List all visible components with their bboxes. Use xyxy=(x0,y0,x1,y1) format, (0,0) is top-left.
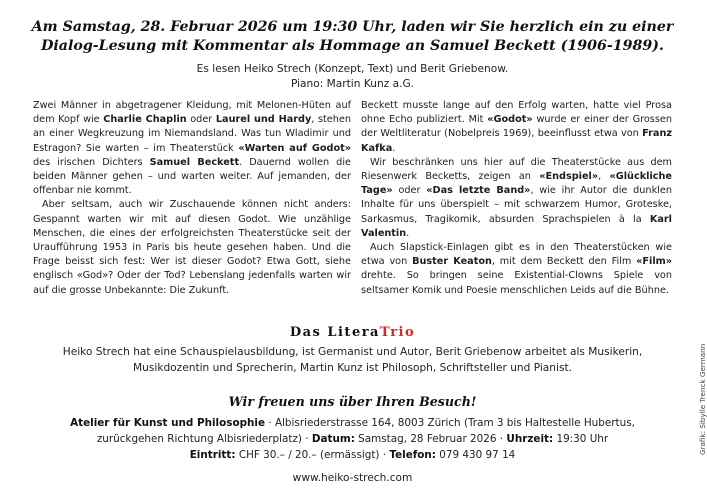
left-paragraph-2: Aber seltsam, auch wir Zuschauende können nicht anders: Gespannt warten wir mit auf diesen Godot. Wie unzählige Menschen, die eines der erfolgreichsten Theaterstücke seit der Uraufführung 1953 in Paris bis heute gesehen haben. Und die Frage beisst sich fest: Wer ist dieser Godot? Etwa Gott, siehe englisch «God»? Oder der Tod? Lebenslang jedenfalls warten wir auf die grosse Unbekannte: Die Zukunft. xyxy=(33,199,351,296)
text-span: oder xyxy=(392,185,427,197)
entry-value: CHF 30.– / 20.– (ermässigt) · xyxy=(235,448,390,461)
right-paragraph-2 xyxy=(361,156,672,241)
date-label: Datum: xyxy=(311,432,355,445)
right-paragraph-3 xyxy=(361,241,672,298)
website-link[interactable]: www.heiko-strech.com xyxy=(292,472,413,484)
left-text-column xyxy=(33,99,351,298)
text-span: Zwei Männer in abgetragener Kleidung, mit Melonen-Hüten auf dem Kopf wie xyxy=(33,100,351,126)
venue-address: · Albisriederstrasse 164, 8003 Zürich (Tram 3 bis Haltestelle Hubertus, xyxy=(265,417,635,429)
bold-title: «Warten auf Godot» xyxy=(238,142,351,154)
date-value: Samstag, 28 Februar 2026 · xyxy=(354,432,507,445)
text-span: . xyxy=(406,227,410,239)
entry-label: Eintritt: xyxy=(189,448,236,461)
bold-name: Samuel Beckett xyxy=(149,156,240,168)
text-span: drehte. So bringen seine Existential-Clowns Spiele von seltsamer Komik und Poesie menschlichen Leids auf die Bühne. xyxy=(361,270,672,296)
bold-name: Buster Keaton xyxy=(412,256,492,268)
ensemble-title-part-1: Das Litera xyxy=(289,325,380,340)
details-line-1 xyxy=(30,416,675,432)
details-line-2 xyxy=(30,432,675,448)
piano-line: Piano: Martin Kunz a.G. xyxy=(290,78,415,90)
bold-title: «Glückliche Tage» xyxy=(361,171,672,197)
bold-title: «Godot» xyxy=(487,114,533,126)
performers-credits xyxy=(40,62,665,92)
text-span: Wir beschränken uns hier auf die Theaterstücke aus dem Riesenwerk Becketts, zeigen an xyxy=(361,156,672,183)
text-span: oder xyxy=(186,114,216,126)
text-span: , mit dem Beckett den Film xyxy=(491,256,637,268)
invitation-headline xyxy=(20,18,685,55)
welcome-message: Wir freuen uns über Ihren Besuch! xyxy=(228,394,477,409)
right-text-column xyxy=(361,99,672,298)
phone-label: Telefon: xyxy=(389,448,436,461)
ensemble-title-accent: Trio xyxy=(379,325,416,340)
bold-title: «Das letzte Band» xyxy=(426,185,531,197)
bold-name: Charlie Chaplin xyxy=(103,114,187,126)
bold-name: Franz Kafka xyxy=(361,128,672,154)
text-span: , xyxy=(598,171,610,183)
text-span: . Dauernd wollen die beiden Männer gehen – und warten weiter. Auf jemanden, der offenbar nie kommt. xyxy=(33,156,351,197)
phone-value: 079 430 97 14 xyxy=(435,448,516,461)
readers-line: Es lesen Heiko Strech (Konzept, Text) und Berit Griebenow. xyxy=(196,63,509,75)
graphic-credit: Grafik: Sibylle Trenck Germann xyxy=(698,343,707,455)
bio-line-2: Musikdozentin und Sprecherin, Martin Kunz ist Philosoph, Schriftsteller und Pianist. xyxy=(133,361,572,374)
bold-name: Laurel und Hardy xyxy=(215,114,312,126)
left-paragraph-1 xyxy=(33,99,351,198)
right-paragraph-1 xyxy=(361,99,672,156)
bold-title: «Endspiel» xyxy=(539,171,599,183)
bold-title: «Film» xyxy=(636,256,672,268)
bio-line-1: Heiko Strech hat eine Schauspielausbildung, ist Germanist und Autor, Berit Griebenow arbeitet als Musikerin, xyxy=(62,346,643,358)
venue-name: Atelier für Kunst und Philosophie xyxy=(70,417,266,429)
event-details xyxy=(30,416,675,463)
text-span: des irischen Dichters xyxy=(33,156,150,168)
ensemble-title xyxy=(0,325,705,340)
text-span: . xyxy=(392,142,396,154)
text-span: , wie ihr Autor die dunklen Inhalte für uns überspielt – mit schwarzem Humor, Groteske, Sarkasmus, Tragikomik, absurden Sprachspielen à la xyxy=(361,185,672,225)
ensemble-bio xyxy=(30,345,675,376)
text-span: , stehen an einer Wegkreuzung im Niemandsland. Was tun Wladimir und Estragon? Sie warten – im Theaterstück xyxy=(33,114,352,154)
venue-directions: zurückgehen Richtung Albisriederplatz) · xyxy=(96,432,312,445)
bold-name: Karl Valentin xyxy=(361,213,672,239)
time-label: Uhrzeit: xyxy=(506,432,554,445)
time-value: 19:30 Uhr xyxy=(553,432,609,445)
text-span: Auch Slapstick-Einlagen gibt es in den Theaterstücken wie etwa von xyxy=(361,242,672,268)
text-span: Beckett musste lange auf den Erfolg warten, hatte viel Prosa ohne Echo publiziert. Mit xyxy=(361,100,672,126)
headline-line-2: Dialog-Lesung mit Kommentar als Hommage an Samuel Beckett (1906-1989). xyxy=(41,37,664,54)
headline-line-1: Am Samstag, 28. Februar 2026 um 19:30 Uhr, laden wir Sie herzlich ein zu einer xyxy=(31,19,674,35)
text-span: wurde er einer der Grossen der Weltliteratur (Nobelpreis 1969), beeinflusst etwa von xyxy=(361,114,672,140)
details-line-3 xyxy=(30,448,675,464)
